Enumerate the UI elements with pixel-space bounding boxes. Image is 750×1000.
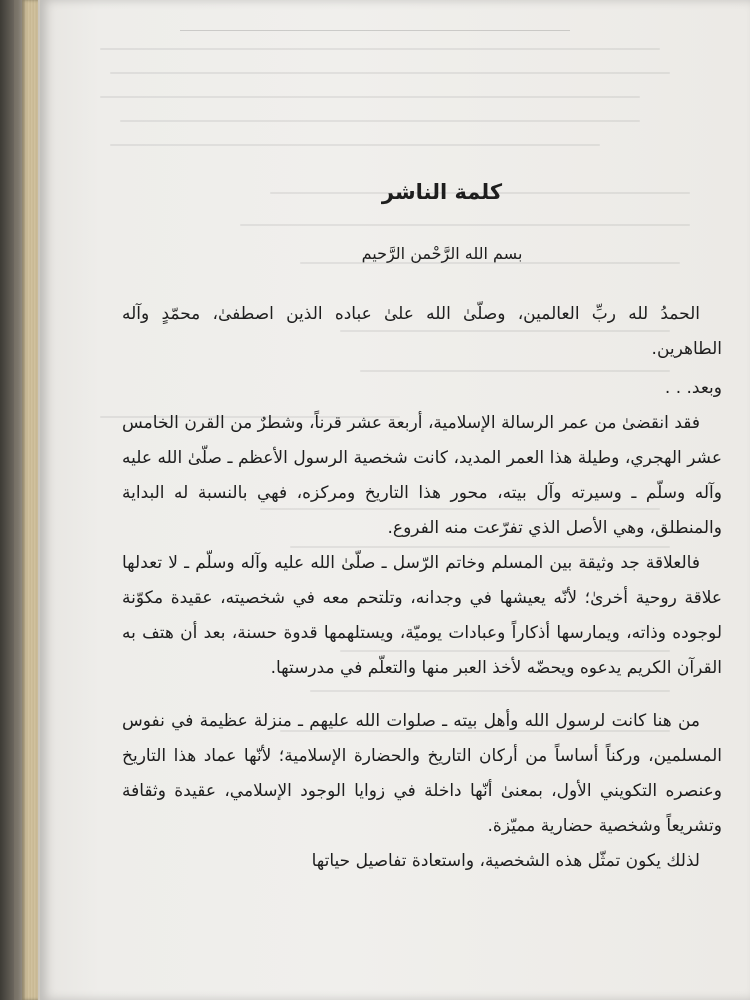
page-stack-edge — [22, 0, 38, 1000]
paragraph-relationship: فالعلاقة جد وثيقة بين المسلم وخاتم الرّسل ـ صلّىٰ الله عليه وآله وسلّم ـ لا تعدلها علاقة روحية أخرىٰ؛ لأنّه يعيشها في وجدانه، وتلتحم معه في شخصيته، عقيدة مكوّنة لوجوده وذاته، ويمارسها أذكاراً وعبادات يوميّة، ويستلهمها قدوة حسنة، بعد أن هتف به القرآن الكريم يدعوه ويحضّه لأخذ العبر منها والتعلّم في مدرستها. — [122, 553, 722, 678]
paragraph-status: من هنا كانت لرسول الله وأهل بيته ـ صلوات الله عليهم ـ منزلة عظيمة في نفوس المسلمين، وركناً أساساً من أركان التاريخ والحضارة الإسلامية؛ لأنّها عماد هذا التاريخ وعنصره التكويني الأول، بمعنىٰ أنّها داخلة في زوايا الوجود الإسلامي، عقيدة وثقافة وتشريعاً وشخصية حضارية مميّزة. — [122, 711, 722, 836]
binding-shadow — [0, 0, 14, 1000]
page-text-column — [122, 165, 722, 879]
basmala-line: بسم الله الرَّحْمن الرَّحيم — [361, 244, 523, 263]
paragraph-opening: الحمدُ لله ربِّ العالمين، وصلّىٰ الله علىٰ عباده الذين اصطفىٰ، محمّدٍ وآله الطاهرين. — [122, 304, 722, 359]
paragraph-closing: لذلك يكون تمثّل هذه الشخصية، واستعادة تفاصيل حياتها — [311, 851, 700, 871]
page-title: كلمة الناشر — [381, 180, 503, 204]
book-page — [40, 0, 750, 1000]
paragraph-transition: وبعد. . . — [664, 378, 722, 398]
paragraph-history: فقد انقضىٰ من عمر الرسالة الإسلامية، أربعة عشر قرناً، وشطرٌ من القرن الخامس عشر الهجري، وطيلة هذا العمر المديد، كانت شخصية الرسول الأعظم ـ صلّىٰ الله عليه وآله وسلّم ـ وسيرته وآل بيته، محور هذا التاريخ ومركزه، فهي بالنسبة له البداية والمنطلق، وهي الأصل الذي تفرّعت منه الفروع. — [122, 413, 722, 538]
running-header-rule — [180, 30, 570, 31]
